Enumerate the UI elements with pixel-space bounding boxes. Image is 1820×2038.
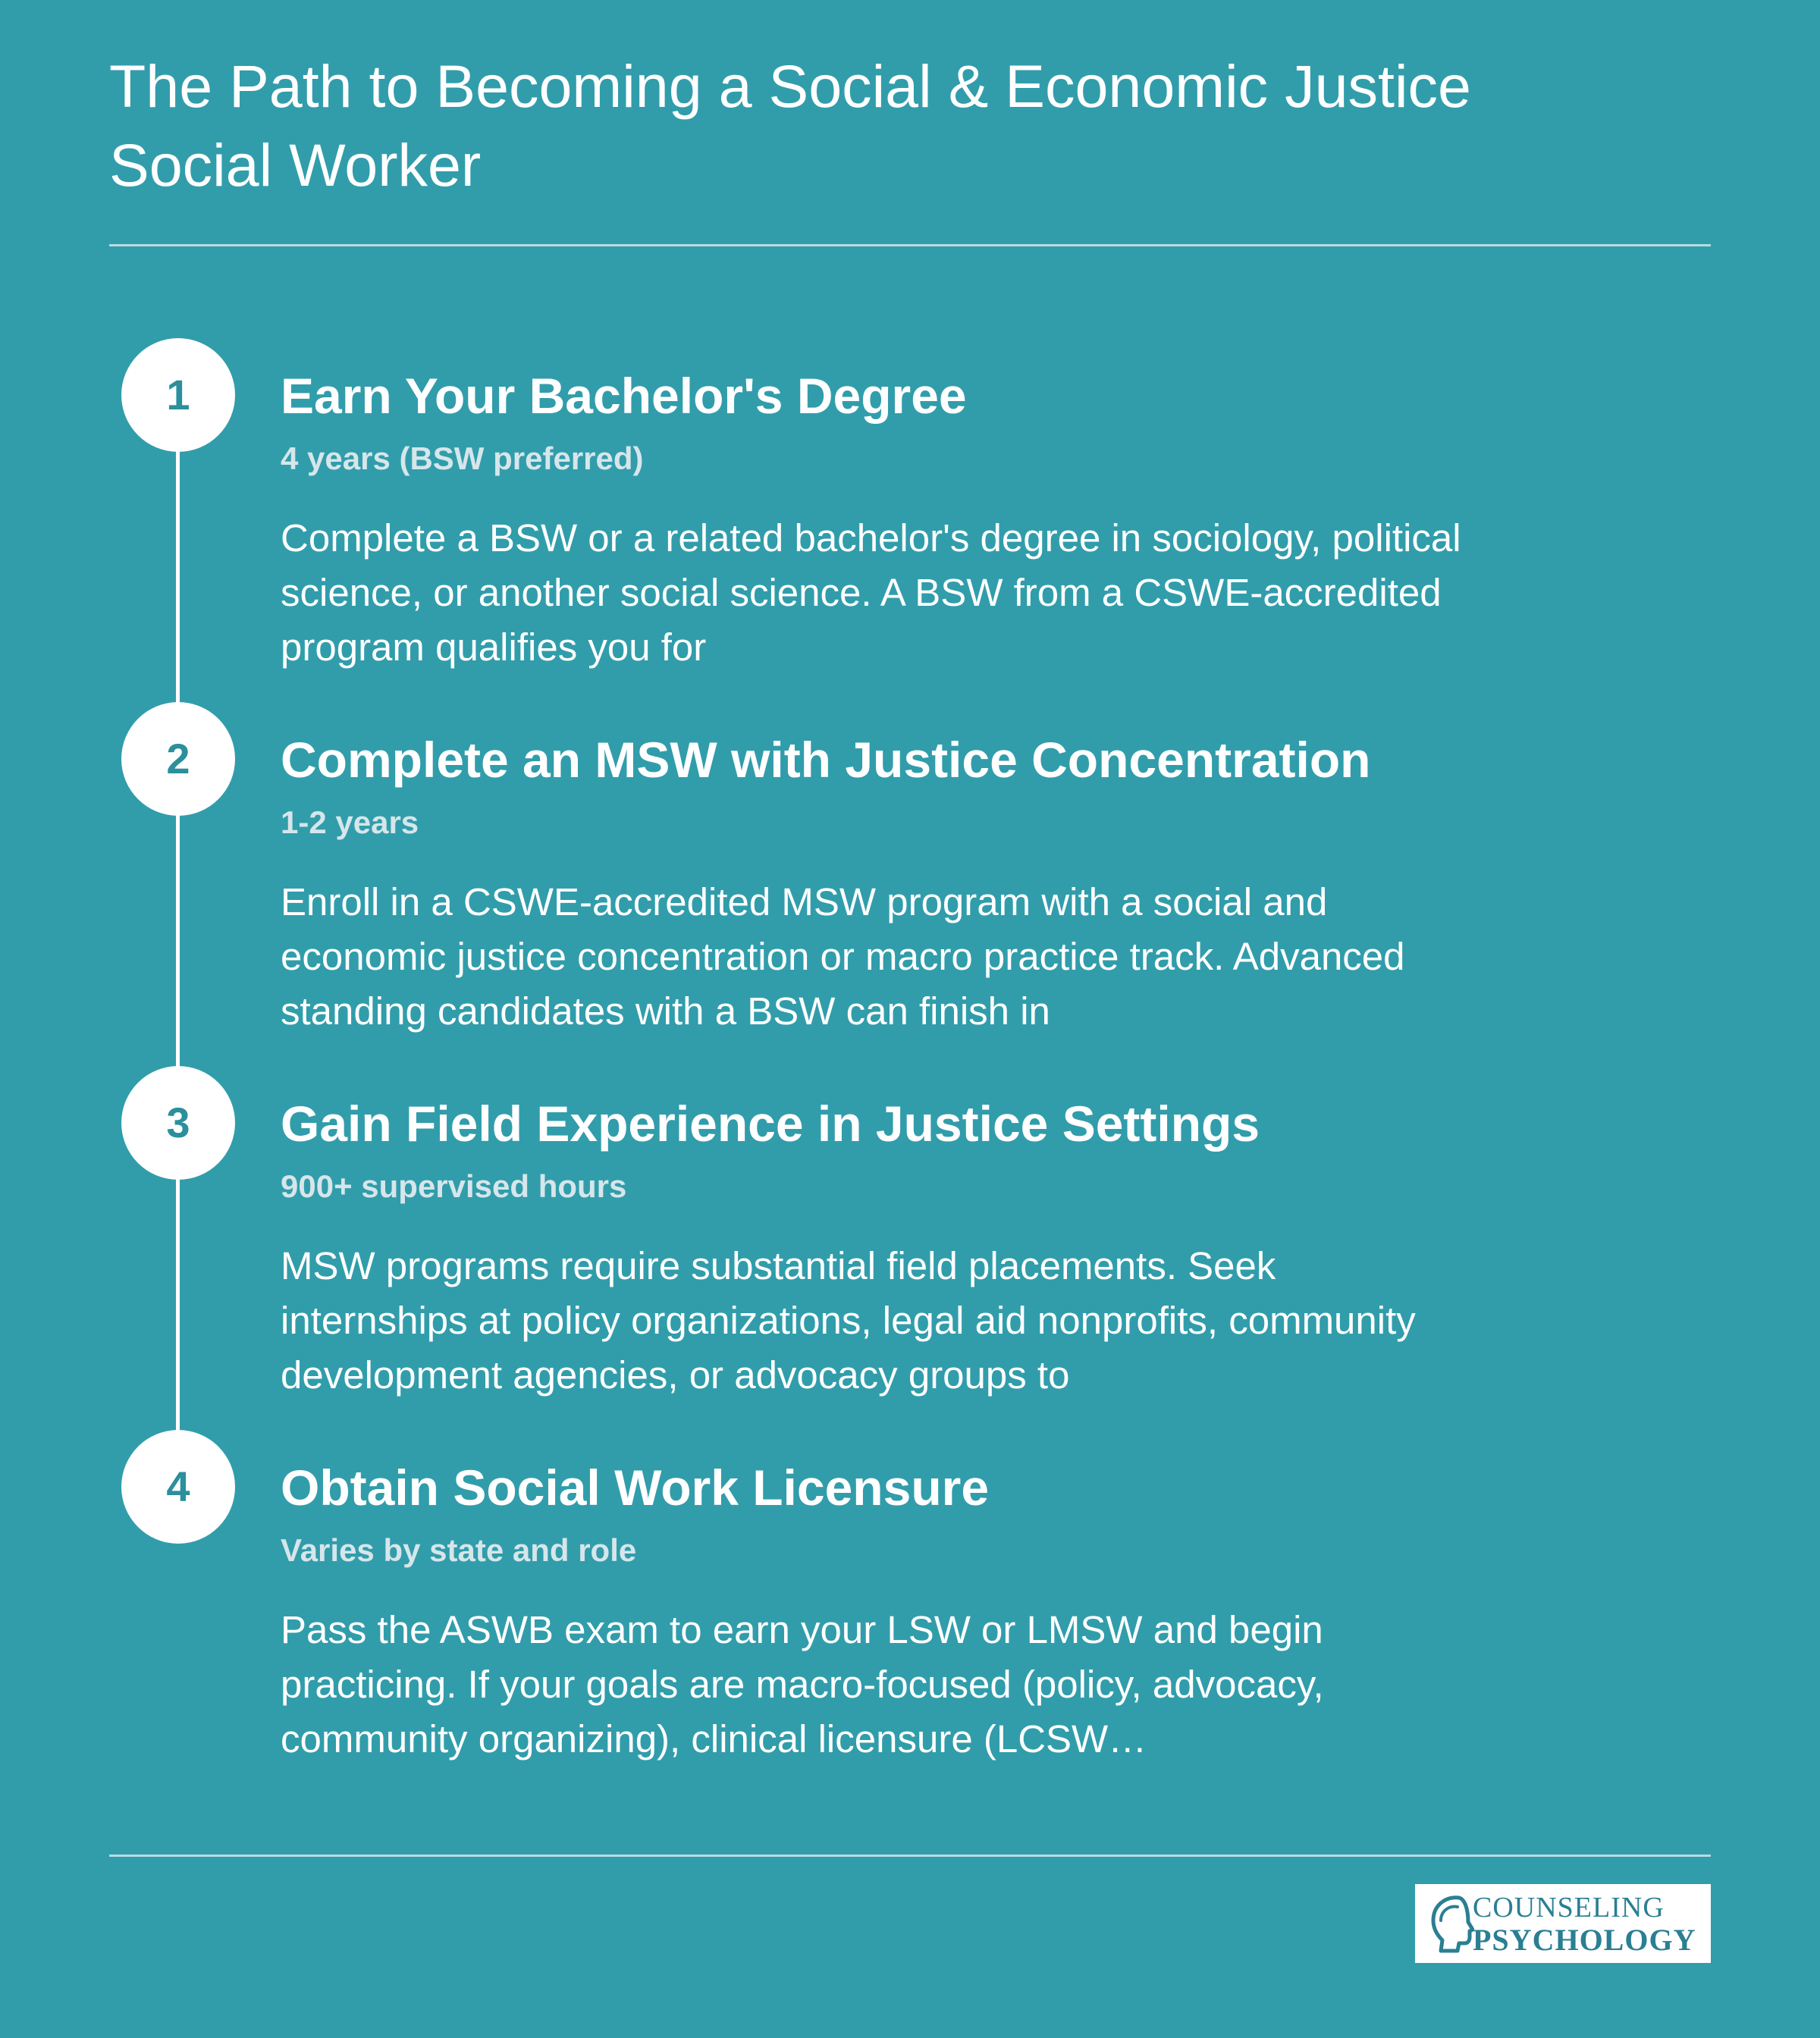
- step-description: Complete a BSW or a related bachelor's degree in sociology, political science, or another social science. A BSW from a CSWE-accredited program qualifies you for: [281, 516, 1461, 669]
- step-title: Earn Your Bachelor's Degree: [281, 368, 967, 424]
- step-description: MSW programs require substantial field placements. Seek internships at policy organizations, legal aid nonprofits, community development agencies, or advocacy groups to: [281, 1244, 1416, 1397]
- step-duration: 900+ supervised hours: [281, 1168, 627, 1204]
- bottom-divider: [109, 1855, 1711, 1857]
- step-number-circle: 2: [121, 702, 235, 816]
- logo-text-top: COUNSELING: [1473, 1892, 1665, 1924]
- step-number-circle: 4: [121, 1430, 235, 1544]
- head-profile-icon: [1426, 1893, 1474, 1954]
- step-title: Obtain Social Work Licensure: [281, 1460, 990, 1516]
- step-duration: Varies by state and role: [281, 1532, 637, 1568]
- step-number-circle: 1: [121, 338, 235, 452]
- timeline-connector: [176, 394, 180, 1494]
- step-description: Enroll in a CSWE-accredited MSW program with a social and economic justice concentration or macro practice track. Advanced standing candidates with a BSW can finish in: [281, 880, 1405, 1033]
- logo-text-bottom: PSYCHOLOGY: [1473, 1923, 1696, 1957]
- top-divider: [109, 244, 1711, 246]
- step-title: Complete an MSW with Justice Concentration: [281, 732, 1371, 788]
- step-description: Pass the ASWB exam to earn your LSW or LMSW and begin practicing. If your goals are macro-focused (policy, advocacy, community organizing), clinical licensure (LCSW…: [281, 1608, 1324, 1761]
- counseling-psychology-logo: [1415, 1884, 1711, 1963]
- step-duration: 1-2 years: [281, 804, 419, 840]
- step-duration: 4 years (BSW preferred): [281, 441, 644, 476]
- step-number-circle: 3: [121, 1066, 235, 1180]
- page-title: The Path to Becoming a Social & Economic Justice Social Worker: [109, 52, 1471, 199]
- step-title: Gain Field Experience in Justice Settings: [281, 1096, 1260, 1152]
